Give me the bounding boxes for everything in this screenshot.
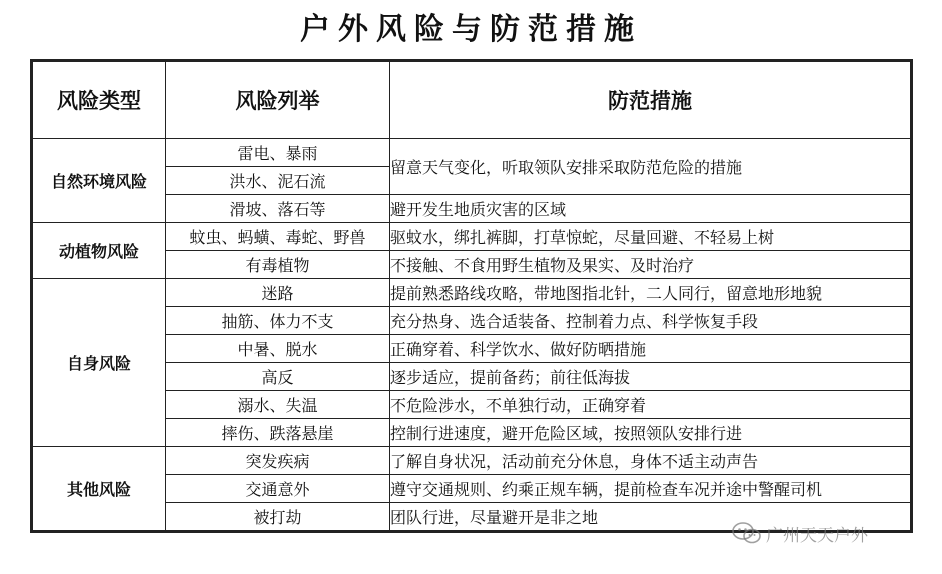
measure-cell: 不接触、不食用野生植物及果实、及时治疗 (390, 251, 912, 279)
risk-type-cell: 自身风险 (32, 279, 166, 447)
risk-item-cell: 被打劫 (166, 503, 390, 532)
risk-type-cell: 动植物风险 (32, 223, 166, 279)
risk-item-cell: 抽筋、体力不支 (166, 307, 390, 335)
risk-item-cell: 高反 (166, 363, 390, 391)
risk-table (30, 59, 913, 533)
page-title: 户外风险与防范措施 (300, 12, 642, 47)
wechat-icon (732, 522, 762, 544)
watermark (732, 521, 868, 545)
table-row (32, 279, 912, 307)
table-row (32, 223, 912, 251)
risk-item-cell: 滑坡、落石等 (166, 195, 390, 223)
header-measures: 防范措施 (390, 61, 912, 139)
risk-type-cell: 自然环境风险 (32, 139, 166, 223)
measure-cell: 不危险涉水，不单独行动，正确穿着 (390, 391, 912, 419)
measure-cell: 团队行进，尽量避开是非之地 (390, 503, 912, 532)
measure-cell: 驱蚊水，绑扎裤脚，打草惊蛇，尽量回避、不轻易上树 (390, 223, 912, 251)
measure-cell: 控制行进速度，避开危险区域，按照领队安排行进 (390, 419, 912, 447)
measure-cell: 了解自身状况，活动前充分休息，身体不适主动声告 (390, 447, 912, 475)
measure-cell: 避开发生地质灾害的区域 (390, 195, 912, 223)
measure-cell: 遵守交通规则、约乘正规车辆，提前检查车况并途中警醒司机 (390, 475, 912, 503)
risk-item-cell: 突发疾病 (166, 447, 390, 475)
risk-item-cell: 蚊虫、蚂蟥、毒蛇、野兽 (166, 223, 390, 251)
table-row (32, 139, 912, 167)
risk-item-cell: 摔伤、跌落悬崖 (166, 419, 390, 447)
watermark-text: 广州天天户外 (766, 525, 868, 546)
table-row (32, 447, 912, 475)
header-risk-type: 风险类型 (32, 61, 166, 139)
risk-item-cell: 雷电、暴雨 (166, 139, 390, 167)
risk-item-cell: 溺水、失温 (166, 391, 390, 419)
risk-item-cell: 迷路 (166, 279, 390, 307)
measure-cell: 正确穿着、科学饮水、做好防晒措施 (390, 335, 912, 363)
risk-item-cell: 有毒植物 (166, 251, 390, 279)
table-header-row (32, 61, 912, 139)
measure-cell: 逐步适应，提前备药；前往低海拔 (390, 363, 912, 391)
risk-item-cell: 洪水、泥石流 (166, 167, 390, 195)
measure-cell: 留意天气变化，听取领队安排采取防范危险的措施 (390, 139, 912, 195)
risk-item-cell: 交通意外 (166, 475, 390, 503)
measure-cell: 充分热身、选合适装备、控制着力点、科学恢复手段 (390, 307, 912, 335)
measure-cell: 提前熟悉路线攻略，带地图指北针，二人同行，留意地形地貌 (390, 279, 912, 307)
risk-type-cell: 其他风险 (32, 447, 166, 532)
risk-item-cell: 中暑、脱水 (166, 335, 390, 363)
header-risk-items: 风险列举 (166, 61, 390, 139)
